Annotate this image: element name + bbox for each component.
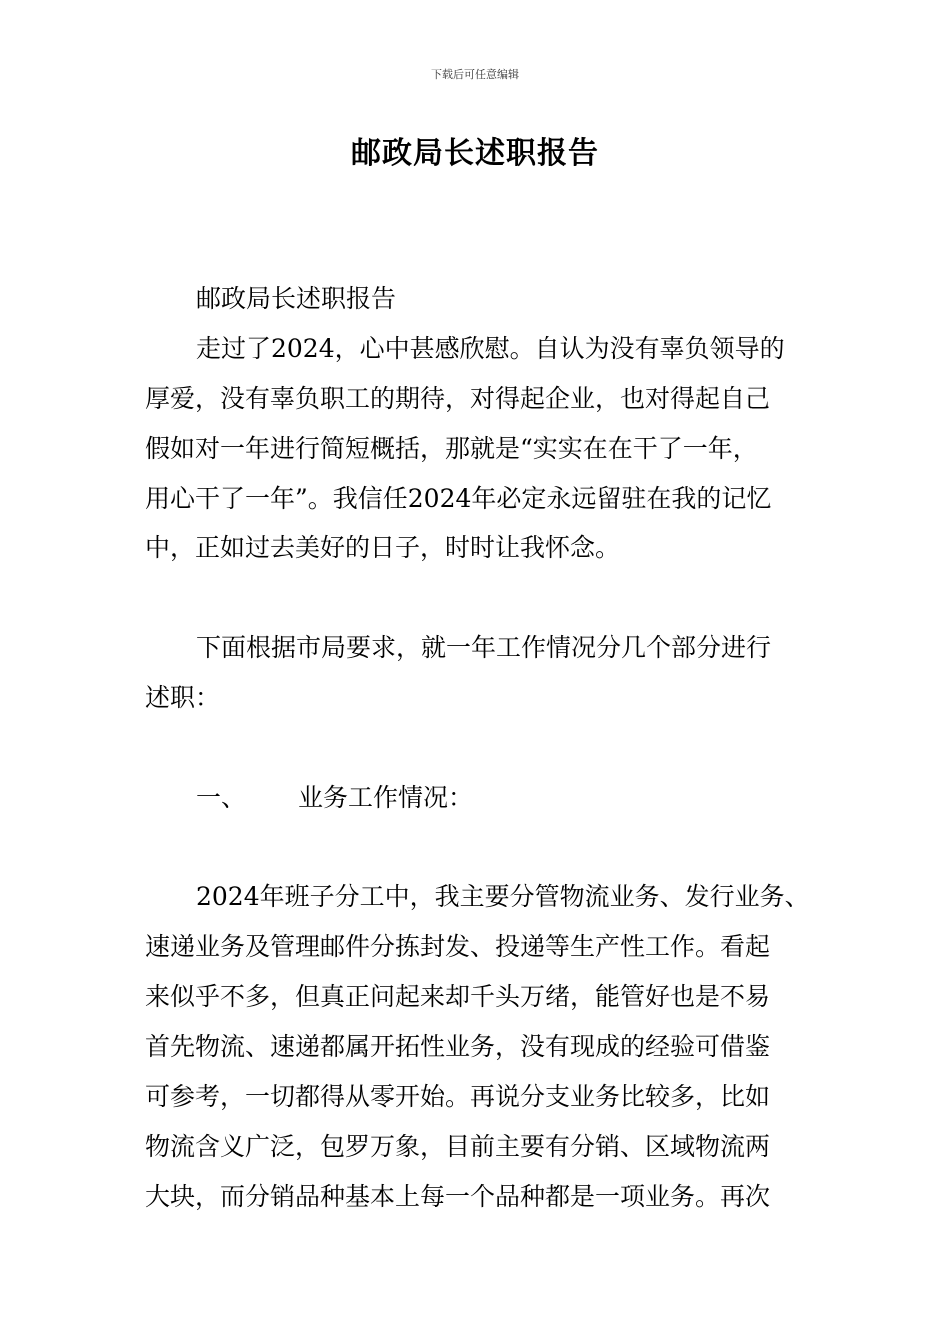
header-note: 下载后可任意编辑 (431, 68, 519, 81)
paragraph-line: 用心干了一年”。我信任2024年必定永远留驻在我的记忆 (145, 484, 772, 513)
section-title: 业务工作情况： (298, 783, 474, 812)
paragraph-line: 假如对一年进行简短概括，那就是“实实在在干了一年， (145, 434, 758, 463)
subtitle-line: 邮政局长述职报告 (196, 284, 397, 313)
paragraph-line: 首先物流、速递都属开拓性业务，没有现成的经验可借鉴 (145, 1032, 771, 1061)
paragraph-line: 2024年班子分工中，我主要分管物流业务、发行业务、 (196, 882, 810, 911)
paragraph-line: 下面根据市局要求，就一年工作情况分几个部分进行 (196, 633, 772, 662)
paragraph-line: 物流含义广泛，包罗万象，目前主要有分销、区域物流两 (145, 1132, 771, 1161)
paragraph-line: 速递业务及管理邮件分拣封发、投递等生产性工作。看起 (145, 932, 771, 961)
document-title: 邮政局长述职报告 (351, 136, 599, 171)
section-number: 一、 (196, 783, 247, 812)
paragraph-line: 述职： (145, 683, 221, 712)
paragraph-line: 可参考，一切都得从零开始。再说分支业务比较多，比如 (145, 1082, 771, 1111)
paragraph-line: 大块，而分销品种基本上每一个品种都是一项业务。再次 (145, 1182, 771, 1211)
paragraph-line: 中，正如过去美好的日子，时时让我怀念。 (145, 533, 621, 562)
paragraph-line: 来似乎不多，但真正问起来却千头万绪，能管好也是不易 (145, 982, 771, 1011)
paragraph-line: 厚爱，没有辜负职工的期待，对得起企业，也对得起自己 (145, 384, 771, 413)
paragraph-line: 走过了2024，心中甚感欣慰。自认为没有辜负领导的 (196, 334, 785, 363)
